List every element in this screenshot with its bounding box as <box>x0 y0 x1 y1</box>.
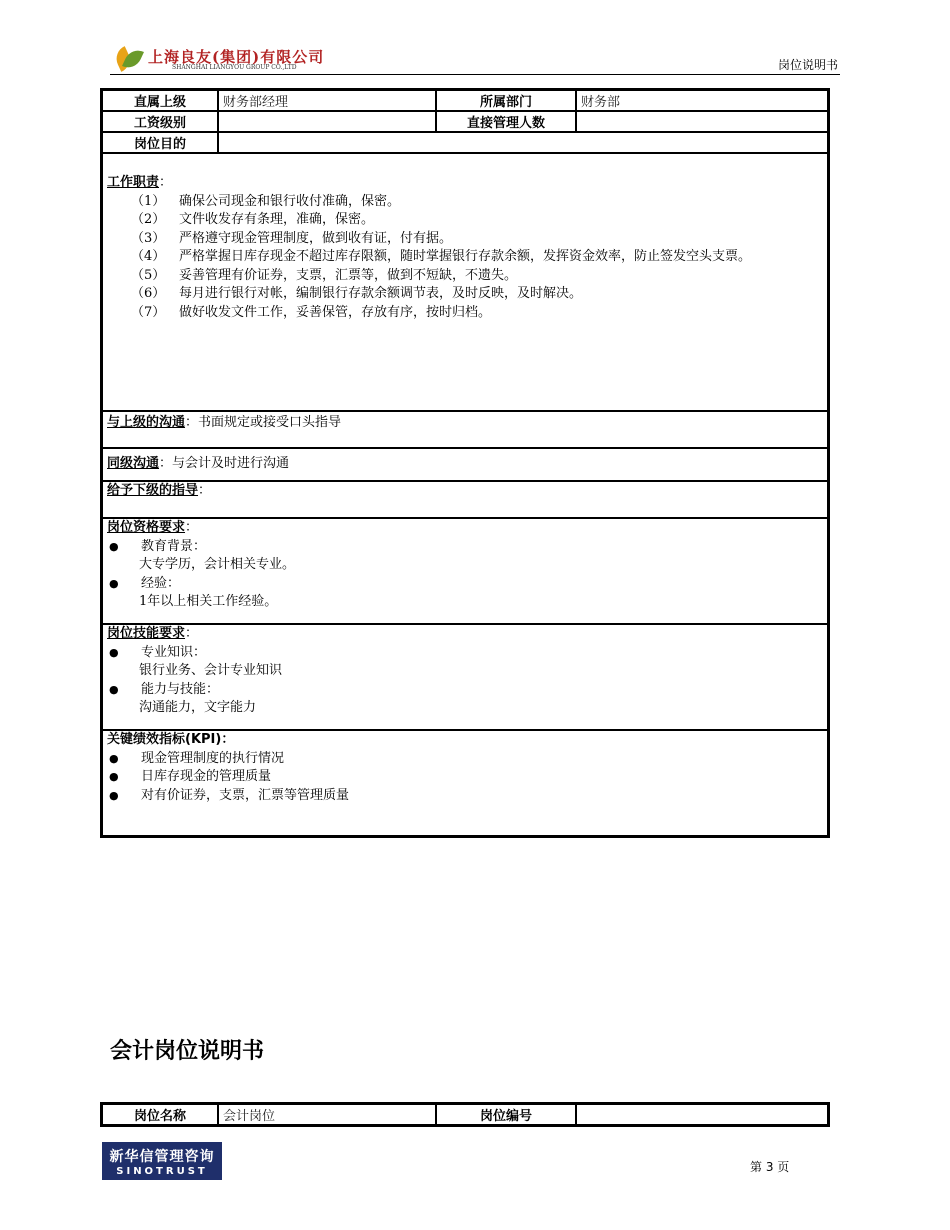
upper-communication-title: 与上级的沟通 <box>107 415 186 430</box>
skills-cell: 岗位技能要求： ● 专业知识： 银行业务、会计专业知识 ● 能力与技能： 沟通能力，文字能力 <box>102 624 828 730</box>
position-name-label: 岗位名称 <box>102 1104 218 1125</box>
bullet-icon: ● <box>109 788 119 802</box>
duty-item: （5） 妥善管理有价证券，支票，汇票等，做到不短缺，不遗失。 <box>131 267 518 283</box>
kpi-title: 关键绩效指标(KPI)： <box>107 732 235 747</box>
bullet-icon: ● <box>109 770 119 783</box>
department-label: 所属部门 <box>436 90 576 111</box>
upper-communication-value: 书面规定或接受口头指导 <box>198 415 342 430</box>
position-code-label: 岗位编号 <box>436 1104 576 1125</box>
bullet-icon: ● <box>109 751 119 765</box>
knowledge-label: 专业知识： <box>141 644 207 660</box>
purpose-label: 岗位目的 <box>102 132 218 153</box>
knowledge-value: 银行业务、会计专业知识 <box>139 663 283 678</box>
salary-grade-label: 工资级别 <box>102 111 218 132</box>
next-job-table <box>100 1102 830 1127</box>
qualification-title: 岗位资格要求 <box>107 520 186 535</box>
duty-item: （1） 确保公司现金和银行收付准确，保密。 <box>131 193 401 209</box>
bullet-icon: ● <box>109 576 119 590</box>
education-value: 大专学历，会计相关专业。 <box>139 557 296 572</box>
experience-label: 经验： <box>141 575 181 591</box>
ability-value: 沟通能力，文字能力 <box>139 700 257 715</box>
skills-title: 岗位技能要求 <box>107 626 186 641</box>
duty-item: （4） 严格掌握日库存现金不超过库存限额，随时掌握银行存款余额，发挥资金效率，防止签发空头支票。 <box>131 249 752 264</box>
document-label: 岗位说明书 <box>777 58 838 72</box>
company-name-en: SHANGHAI LIANGYOU GROUP CO.,LTD <box>172 64 297 71</box>
peer-communication-title: 同级沟通 <box>107 456 160 472</box>
direct-reports-value <box>576 111 828 132</box>
ability-label: 能力与技能： <box>141 681 220 697</box>
position-name-value: 会计岗位 <box>218 1104 436 1125</box>
department-value: 财务部 <box>576 90 828 111</box>
company-name-cn: 上海良友(集团)有限公司 <box>148 48 325 66</box>
peer-communication-cell: 同级沟通：与会计及时进行沟通 <box>102 448 828 481</box>
sinotrust-logo <box>102 1142 222 1180</box>
kpi-item: ● 对有价证券，支票，汇票等管理质量 <box>107 787 823 806</box>
position-code-value <box>576 1104 828 1125</box>
subordinate-guidance-title: 给予下级的指导 <box>107 483 199 498</box>
job-description-table <box>100 88 830 838</box>
company-logo <box>112 44 352 74</box>
duty-item: （3） 严格遵守现金管理制度，做到收有证，付有据。 <box>131 230 453 246</box>
duties-cell: 工作职责： （1） 确保公司现金和银行收付准确，保密。 （2） 文件收发存有条理，准确，保密。 （3） 严格遵守现金管理制度，做到收有证，付有据。 （4） 严格掌握日库存现金不超过库存限额，随时掌握银行存款余额，发挥资金效率，防止签发空头支票。 （5） 妥善管理有价证券，支票，汇票等，做到不短缺，不遗失。 （6） 每月进行银行对帐，编制银行存款余额调节表，及时反映，及时解决。 （7） 做好收发文件工作，妥善保管，存放有序，按时归档。 <box>102 153 828 411</box>
subordinate-guidance-cell: 给予下级的指导： <box>102 481 828 518</box>
peer-communication-value: 与会计及时进行沟通 <box>172 456 290 472</box>
section-title: 会计岗位说明书 <box>110 1039 265 1064</box>
kpi-item: ● 日库存现金的管理质量 <box>107 768 823 787</box>
kpi-cell <box>102 730 828 836</box>
logo-text-cn: 新华信管理咨询 <box>109 1149 215 1165</box>
education-label: 教育背景： <box>141 538 207 554</box>
supervisor-value: 财务部经理 <box>218 90 436 111</box>
bullet-icon: ● <box>109 539 119 553</box>
qualification-cell: 岗位资格要求： ● 教育背景： 大专学历，会计相关专业。 ● 经验： 1年以上相关工作经验。 <box>102 518 828 624</box>
bullet-icon: ● <box>109 645 119 659</box>
duty-item: （7） 做好收发文件工作，妥善保管，存放有序，按时归档。 <box>131 304 492 320</box>
salary-grade-value <box>218 111 436 132</box>
experience-value: 1年以上相关工作经验。 <box>139 594 278 609</box>
bullet-icon: ● <box>109 682 119 696</box>
purpose-value <box>218 132 828 153</box>
page-number: 第 3 页 <box>750 1160 790 1174</box>
duty-item: （6） 每月进行银行对帐，编制银行存款余额调节表，及时反映，及时解决。 <box>131 286 583 301</box>
direct-reports-label: 直接管理人数 <box>436 111 576 132</box>
duties-title: 工作职责 <box>107 175 160 190</box>
logo-text-en: SINOTRUST <box>116 1166 208 1177</box>
supervisor-label: 直属上级 <box>102 90 218 111</box>
upper-communication-cell: 与上级的沟通：书面规定或接受口头指导 <box>102 411 828 448</box>
page-header <box>110 42 840 75</box>
duty-item: （2） 文件收发存有条理，准确，保密。 <box>131 212 375 227</box>
kpi-item: ● 现金管理制度的执行情况 <box>107 750 823 769</box>
